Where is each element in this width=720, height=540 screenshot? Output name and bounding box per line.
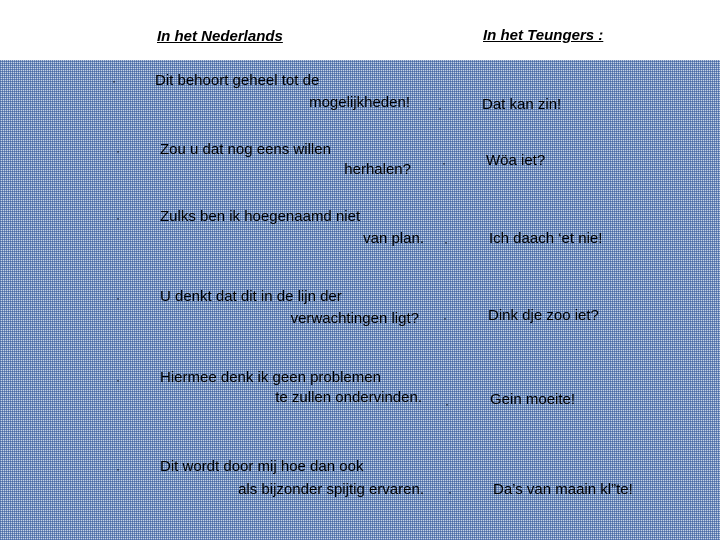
- teungers-phrase: Da’s van maain kl”te!: [493, 481, 633, 498]
- bullet-dot: ·: [444, 235, 448, 249]
- dutch-phrase-line2: van plan.: [363, 230, 424, 247]
- bullet-dot: ·: [438, 101, 442, 115]
- dutch-phrase-line2: herhalen?: [344, 161, 411, 178]
- dutch-phrase-line1: U denkt dat dit in de lijn der: [160, 288, 342, 305]
- teungers-phrase: Dat kan zin!: [482, 96, 562, 113]
- bullet-dot: ·: [443, 311, 447, 325]
- heading-dutch: In het Nederlands: [157, 28, 283, 45]
- dutch-phrase-line1: Dit behoort geheel tot de: [155, 72, 320, 89]
- bullet-dot: ·: [116, 144, 120, 158]
- teungers-phrase: Dink dje zoo iet?: [488, 307, 599, 324]
- dutch-phrase-line1: Hiermee denk ik geen problemen: [160, 369, 381, 386]
- dutch-phrase-line1: Zulks ben ik hoegenaamd niet: [160, 208, 361, 225]
- header-band: [0, 0, 720, 60]
- heading-teungers: In het Teungers :: [483, 27, 604, 44]
- teungers-phrase: Gein moeite!: [490, 391, 576, 408]
- bullet-dot: ·: [112, 74, 116, 88]
- dutch-phrase-line2: te zullen ondervinden.: [275, 389, 422, 406]
- dutch-phrase-line2: verwachtingen ligt?: [290, 310, 419, 327]
- dutch-phrase-line1: Dit wordt door mij hoe dan ook: [160, 458, 364, 475]
- bullet-dot: ·: [442, 156, 446, 170]
- bullet-dot: ·: [448, 485, 452, 499]
- teungers-phrase: Ich daach ‘et nie!: [489, 230, 603, 247]
- bullet-dot: ·: [116, 211, 120, 225]
- teungers-phrase: Wöa iet?: [486, 152, 546, 169]
- bullet-dot: ·: [116, 462, 120, 476]
- bullet-dot: ·: [116, 291, 120, 305]
- dutch-phrase-line1: Zou u dat nog eens willen: [160, 141, 331, 158]
- dutch-phrase-line2: als bijzonder spijtig ervaren.: [238, 481, 424, 498]
- dutch-phrase-line2: mogelijkheden!: [309, 94, 410, 111]
- bullet-dot: ·: [116, 373, 120, 387]
- bullet-dot: ·: [445, 397, 449, 411]
